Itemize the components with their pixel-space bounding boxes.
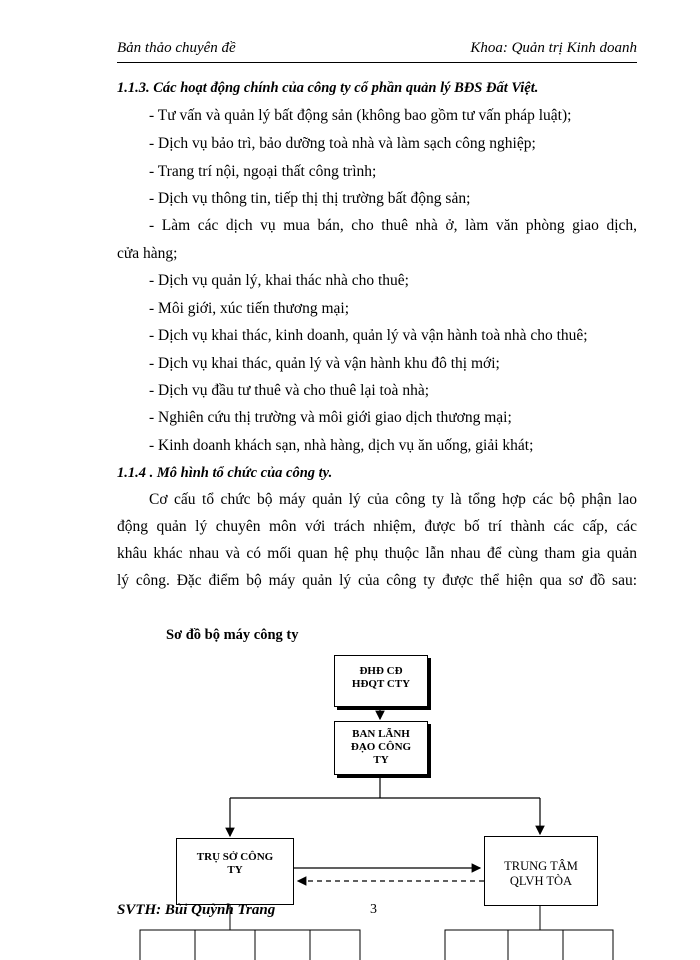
paragraph-line: động quản lý chuyên môn với trách nhiệm, được bố trí thành các cấp, các bbox=[117, 518, 637, 535]
activity-item: - Kinh doanh khách sạn, nhà hàng, dịch vụ ăn uống, giải khát; bbox=[149, 437, 534, 454]
activity-item: - Dịch vụ quản lý, khai thác nhà cho thuê; bbox=[149, 272, 409, 289]
paragraph-line: lý công. Đặc điểm bộ máy quản lý của công ty được thể hiện qua sơ đồ sau: bbox=[117, 572, 637, 589]
org-box-shareholders-board bbox=[334, 655, 428, 707]
org-box-text: QLVH TÒA bbox=[509, 874, 573, 888]
org-box-management-center bbox=[484, 836, 598, 906]
activity-item: cửa hàng; bbox=[117, 245, 178, 262]
activity-item: - Dịch vụ khai thác, kinh doanh, quản lý và vận hành toà nhà cho thuê; bbox=[149, 327, 588, 344]
org-box-company-leadership bbox=[334, 721, 428, 775]
activity-item: - Trang trí nội, ngoại thất công trình; bbox=[149, 163, 377, 180]
diagram-title: Sơ đồ bộ máy công ty bbox=[166, 627, 299, 643]
activity-item: - Dịch vụ đầu tư thuê và cho thuê lại toà nhà; bbox=[149, 382, 429, 399]
org-box-text: HĐQT CTY bbox=[351, 678, 411, 690]
org-box-text: TRUNG TÂM bbox=[504, 859, 578, 873]
activity-item: - Dịch vụ bảo trì, bảo dưỡng toà nhà và làm sạch công nghiệp; bbox=[149, 135, 536, 152]
org-box-text: ĐẠO CÔNG bbox=[350, 741, 412, 753]
page-number: 3 bbox=[370, 902, 377, 917]
header-left: Bản thảo chuyên đề bbox=[117, 40, 236, 56]
org-box-text: ĐHĐ CĐ bbox=[359, 665, 403, 677]
activity-item: - Làm các dịch vụ mua bán, cho thuê nhà ở, làm văn phòng giao dịch, bbox=[149, 217, 637, 234]
paragraph-line: Cơ cấu tổ chức bộ máy quản lý của công ty là tổng hợp các bộ phận lao bbox=[149, 491, 637, 508]
activity-item: - Dịch vụ thông tin, tiếp thị thị trường bất động sản; bbox=[149, 190, 471, 207]
footer-author: SVTH: Bùi Quỳnh Trang bbox=[117, 902, 276, 918]
paragraph-line: khâu khác nhau và có mối quan hệ phụ thuộc lẫn nhau để cùng tham gia quản bbox=[117, 545, 637, 562]
org-box-text: TY bbox=[373, 754, 389, 766]
section-heading-114: 1.1.4 . Mô hình tổ chức của công ty. bbox=[117, 465, 333, 481]
activity-item: - Tư vấn và quản lý bất động sản (không bao gồm tư vấn pháp luật); bbox=[149, 107, 572, 124]
org-box-company-hq bbox=[176, 838, 294, 905]
org-box-text: TY bbox=[227, 864, 243, 876]
header-right: Khoa: Quản trị Kinh doanh bbox=[470, 40, 637, 56]
activity-item: - Nghiên cứu thị trường và môi giới giao dịch thương mại; bbox=[149, 409, 512, 426]
activity-item: - Môi giới, xúc tiến thương mại; bbox=[149, 300, 350, 317]
activity-item: - Dịch vụ khai thác, quản lý và vận hành khu đô thị mới; bbox=[149, 355, 500, 372]
org-box-text: TRỤ SỞ CÔNG bbox=[196, 851, 274, 863]
section-heading-113: 1.1.3. Các hoạt động chính của công ty cổ phần quản lý BĐS Đất Việt. bbox=[117, 80, 539, 96]
org-box-text: BAN LÃNH bbox=[352, 728, 410, 740]
